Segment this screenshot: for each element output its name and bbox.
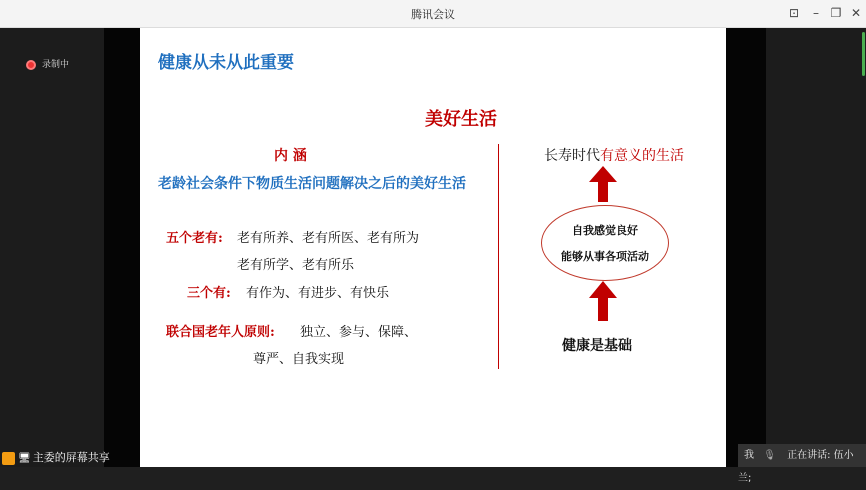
slide-title: 健康从未从此重要 — [158, 53, 294, 73]
left-letterbox — [104, 28, 140, 467]
speaking-indicator — [738, 444, 866, 484]
record-icon — [26, 60, 36, 70]
title-bar — [0, 0, 866, 28]
un-line-1: 独立、参与、保障、 — [300, 325, 418, 340]
three-text: 有作为、有进步、有快乐 — [246, 286, 390, 301]
screen-share-status[interactable] — [2, 449, 110, 465]
user-avatar-icon — [2, 452, 15, 465]
circle-line-2: 能够从事各项活动 — [561, 250, 649, 263]
right-panel — [766, 28, 866, 467]
arrow-up-icon — [589, 166, 617, 202]
screen-share-label: 主委的屏幕共享 — [32, 451, 110, 464]
circle-line-1: 自我感觉良好 — [572, 224, 638, 237]
arrow-up-icon — [589, 281, 617, 321]
recording-indicator[interactable] — [26, 57, 69, 70]
five-label: 五个老有: — [166, 231, 223, 246]
slide-subtitle: 美好生活 — [425, 109, 497, 130]
window-title: 腾讯会议 — [411, 8, 455, 21]
right-bottom-text: 健康是基础 — [562, 338, 632, 354]
speaking-label: 正在讲话: 伍小兰; — [738, 450, 854, 484]
five-line-2: 老有所学、老有所乐 — [237, 258, 355, 273]
un-line-2: 尊严、自我实现 — [253, 352, 345, 367]
right-top-highlight: 有意义的生活 — [600, 148, 684, 164]
self-label: 我 — [744, 450, 754, 461]
definition-text: 老龄社会条件下物质生活问题解决之后的美好生活 — [158, 176, 466, 192]
restore-button[interactable]: ❐ — [830, 6, 842, 20]
right-top-text — [544, 145, 684, 165]
monitor-icon: 🖥 — [18, 452, 31, 464]
shared-slide — [140, 28, 726, 467]
minimize-button[interactable]: – — [813, 6, 819, 20]
left-panel — [0, 28, 104, 467]
scrollbar[interactable] — [862, 32, 865, 76]
three-label: 三个有: — [187, 286, 231, 301]
pin-icon[interactable]: ⊡ — [788, 6, 800, 20]
right-letterbox — [726, 28, 766, 467]
recording-label: 录制中 — [42, 60, 70, 70]
close-button[interactable]: ✕ — [850, 6, 862, 20]
un-label: 联合国老年人原则: — [166, 325, 275, 340]
divider-line — [498, 144, 499, 369]
mic-icon[interactable]: 🎙 — [763, 450, 776, 461]
five-line-1: 老有所养、老有所医、老有所为 — [237, 231, 420, 246]
right-top-prefix: 长寿时代 — [544, 148, 600, 164]
wellbeing-circle — [541, 205, 669, 281]
neihan-heading: 内 涵 — [274, 148, 307, 164]
